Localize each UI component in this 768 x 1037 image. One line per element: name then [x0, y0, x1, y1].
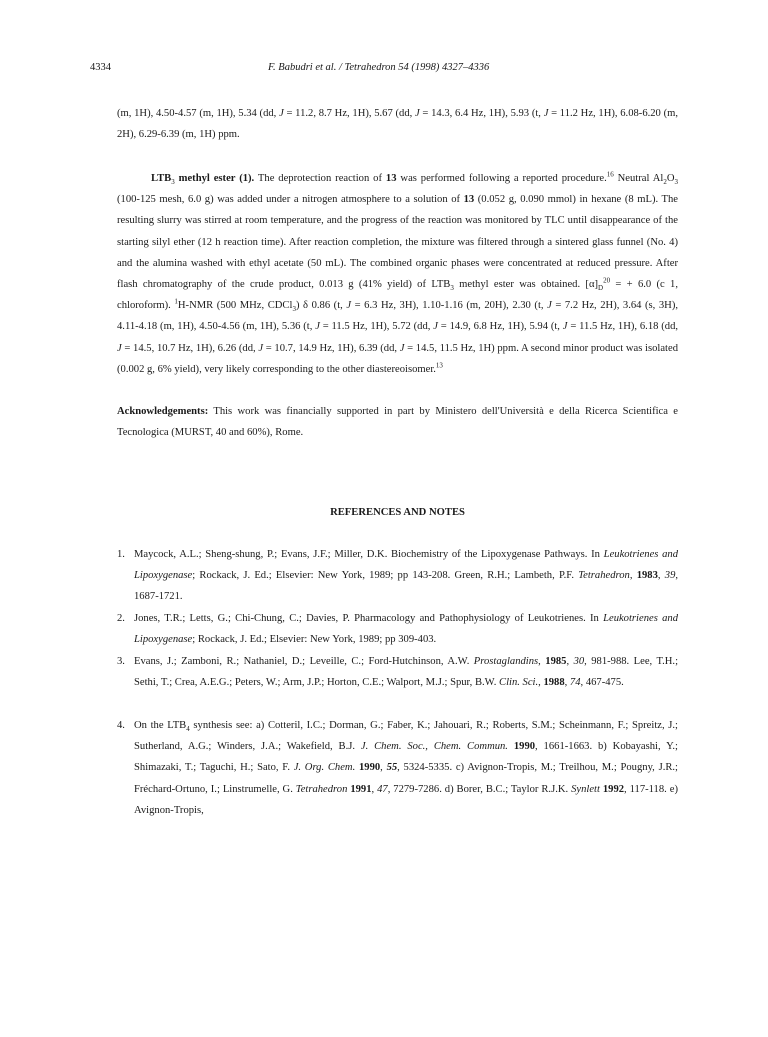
ltb3-methyl-ester-paragraph: [117, 168, 678, 380]
text-run: Prostaglandins: [473, 656, 539, 667]
text-run: (100-125 mesh, 6.0 g) was added under a nitrogen atmosphere to a solution of: [117, 194, 464, 206]
text-run: 3: [171, 178, 175, 187]
text-run: = 14.5, 11.5 Hz, 1H) ppm. A second minor product was isolated (0.002 g, 6% yield), very likely corresponding to the other diastereoisomer.: [117, 342, 678, 375]
text-run: Leukotrienes and Lipoxygenase: [134, 613, 678, 646]
text-run: D: [598, 284, 604, 293]
text-run: ,: [538, 656, 546, 667]
text-run: J: [399, 342, 405, 354]
text-run: J: [279, 108, 284, 119]
text-run: 74: [569, 677, 581, 689]
text-run: ,: [566, 656, 574, 667]
text-run: Evans, J.; Zamboni, R.; Nathaniel, D.; Leveille, C.; Ford-Hutchinson, A.W.: [134, 656, 474, 667]
text-run: = 14.5, 10.7 Hz, 1H), 6.26 (dd,: [121, 342, 259, 354]
text-run: J: [433, 321, 438, 333]
reference-item: [117, 715, 678, 821]
text-run: methyl ester was obtained. [α]: [453, 279, 599, 291]
experimental-section: [117, 168, 678, 444]
text-run: 30: [573, 656, 585, 667]
text-run: Acknowledgements:: [117, 406, 209, 418]
text-run: , 5324-5335. c) Avignon-Tropis, M.; Treilhou, M.; Pougny, J.R.; Fréchard-Ortuno, I.; Linstrumelle, G.: [134, 762, 679, 795]
text-run: Neutral Al: [613, 173, 664, 184]
text-run: This work was financially supported in part by Ministero dell'Università e della Ricerca Scientifica e Tecnologica (MURST, 40 and 60%), Rome.: [117, 406, 678, 439]
nmr-continuation-paragraph: [117, 103, 678, 145]
text-run: Maycock, A.L.; Sheng-shung, P.; Evans, J.F.; Miller, D.K. Biochemistry of the Lipoxygenase Pathways. In: [134, 549, 604, 560]
text-run: , 1687-1721.: [134, 570, 679, 603]
text-run: J: [547, 300, 552, 312]
text-run: 2: [663, 178, 667, 187]
reference-text: [134, 608, 678, 650]
reference-number: 1.: [117, 549, 125, 560]
text-run: synthesis see: a) Cotteril, I.C.; Dorman, G.; Faber, K.; Jahouari, R.; Roberts, S.M.; Scheinmann, F.; Spreitz, J.; Sutherland, A.G.; Winders, J.A.; Wakefield, B.J.: [134, 720, 678, 753]
text-run: 1983: [636, 570, 658, 582]
reference-number: 3.: [117, 656, 125, 667]
text-run: J: [258, 342, 264, 354]
text-run: , 467-475.: [580, 677, 624, 689]
text-run: The deprotection reaction of: [254, 173, 386, 184]
text-run: J: [346, 300, 352, 312]
running-header: F. Babudri et al. / Tetrahedron 54 (1998) 4327–4336: [268, 62, 490, 73]
text-run: ) δ 0.86 (t,: [295, 300, 347, 312]
text-run: = 14.9, 6.8 Hz, 1H), 5.94 (t,: [437, 321, 563, 333]
text-run: Tetrahedron: [295, 783, 348, 795]
text-run: 47: [377, 783, 388, 795]
text-run: ,: [538, 677, 544, 689]
text-run: 1990: [513, 741, 536, 753]
text-run: ; Rockack, J. Ed.; Elsevier: New York, 1989; pp 309-403.: [192, 634, 437, 646]
text-run: ,: [657, 570, 665, 582]
text-run: 13: [385, 173, 397, 184]
reference-number: 2.: [117, 613, 125, 624]
text-run: , 981-988. Lee, T.H.; Sethi, T.; Crea, A.E.G.; Peters, W.; Arm, J.P.; Horton, C.E.; Walport, M.J.; Spur, B.W.: [134, 656, 679, 689]
text-run: 13: [435, 361, 443, 370]
reference-text: [134, 544, 678, 608]
text-run: 4: [186, 725, 190, 734]
reference-item: [117, 544, 678, 608]
reference-number: 4.: [117, 720, 125, 731]
text-run: H-NMR (500 MHz, CDCl: [177, 300, 293, 312]
text-run: ,: [564, 677, 570, 689]
text-run: J: [415, 108, 420, 119]
text-run: , 7279-7286. d) Borer, B.C.; Taylor R.J.K.: [387, 783, 572, 795]
text-run: Tetrahedron: [578, 570, 630, 582]
text-run: = 11.2, 8.7 Hz, 1H), 5.67 (dd,: [283, 108, 415, 119]
page-number: 4334: [90, 62, 111, 73]
acknowledgements-paragraph: [117, 401, 678, 443]
text-run: J. Chem. Soc., Chem. Commun.: [360, 741, 508, 753]
text-run: J: [117, 342, 122, 354]
reference-text: [134, 715, 678, 821]
text-run: 55: [386, 762, 398, 774]
text-run: , 117-118. e) Avignon-Tropis,: [134, 783, 678, 816]
text-run: LTB: [151, 173, 172, 184]
text-run: 1988: [543, 677, 565, 689]
text-run: 16: [606, 170, 614, 179]
text-run: 3: [292, 305, 296, 314]
text-run: = 14.3, 6.4 Hz, 1H), 5.93 (t,: [419, 108, 544, 119]
text-run: 1: [174, 297, 178, 306]
text-run: 20: [603, 276, 611, 285]
text-run: On the LTB: [134, 720, 187, 731]
text-run: methyl ester (1).: [174, 173, 255, 184]
text-run: 1985: [545, 656, 567, 667]
text-run: J: [315, 321, 320, 333]
text-run: ,: [629, 570, 637, 582]
text-run: J: [543, 108, 549, 119]
reference-item: [117, 608, 678, 650]
text-run: was performed following a reported procedure.: [396, 173, 607, 184]
text-run: Leukotrienes and Lipoxygenase: [134, 549, 678, 582]
text-run: J. Org. Chem.: [293, 762, 356, 774]
text-run: , 1661-1663. b) Kobayashi, Y.; Shimazaki, T.; Taguchi, H.; Sato, F.: [134, 741, 678, 774]
text-run: 1990: [358, 762, 381, 774]
reference-text: [134, 651, 678, 693]
text-run: ,: [380, 762, 387, 774]
text-run: Synlett: [571, 783, 600, 795]
text-run: = 7.2 Hz, 2H), 3.64 (s, 3H), 4.11-4.18 (m, 1H), 4.50-4.56 (m, 1H), 5.36 (t,: [117, 300, 679, 333]
text-run: = 11.5 Hz, 1H), 5.72 (dd,: [319, 321, 434, 333]
text-run: 1992: [602, 783, 625, 795]
reference-item: [117, 651, 678, 693]
text-run: 39: [664, 570, 676, 582]
text-run: O: [666, 173, 675, 184]
text-run: = 11.5 Hz, 1H), 6.18 (dd,: [567, 321, 679, 333]
text-run: = 10.7, 14.9 Hz, 1H), 6.39 (dd,: [263, 342, 400, 354]
text-run: J: [562, 321, 568, 333]
text-run: 3: [674, 178, 678, 187]
text-run: 13: [463, 194, 475, 206]
text-run: Jones, T.R.; Letts, G.; Chi-Chung, C.; Davies, P. Pharmacology and Pathophysiology of Leukotrienes. In: [134, 613, 604, 624]
text-run: ,: [371, 783, 378, 795]
text-run: = 6.3 Hz, 3H), 1.10-1.16 (m, 20H), 2.30 (t,: [351, 300, 548, 312]
text-run: ; Rockack, J. Ed.; Elsevier: New York, 1989; pp 143-208. Green, R.H.; Lambeth, P.F.: [192, 570, 579, 582]
text-run: (0.052 g, 0.090 mmol) in hexane (8 mL). The resulting slurry was stirred at room temperature, and the progress of the reaction was monitored by TLC until disappearance of the starting silyl ether (12 h reaction time). After reaction completion, the mixture was filtered through a sintered glass funnel (No. 4) and the alumina washed with ethyl acetate (50 mL). The combined organic phases were concentrated at reduced pressure. After flash chromatography of the crude product, 0.013 g (41% yield) of LTB: [117, 194, 678, 291]
text-run: = + 6.0 (c 1, chloroform).: [117, 279, 678, 312]
text-run: (m, 1H), 4.50-4.57 (m, 1H), 5.34 (dd,: [117, 108, 280, 119]
text-run: = 11.2 Hz, 1H), 6.08-6.20 (m, 2H), 6.29-6.39 (m, 1H) ppm.: [117, 108, 678, 141]
references-heading: REFERENCES AND NOTES: [330, 507, 465, 518]
text-run: 1991: [350, 783, 372, 795]
text-run: 3: [450, 284, 454, 293]
text-run: Clin. Sci.: [499, 677, 539, 689]
